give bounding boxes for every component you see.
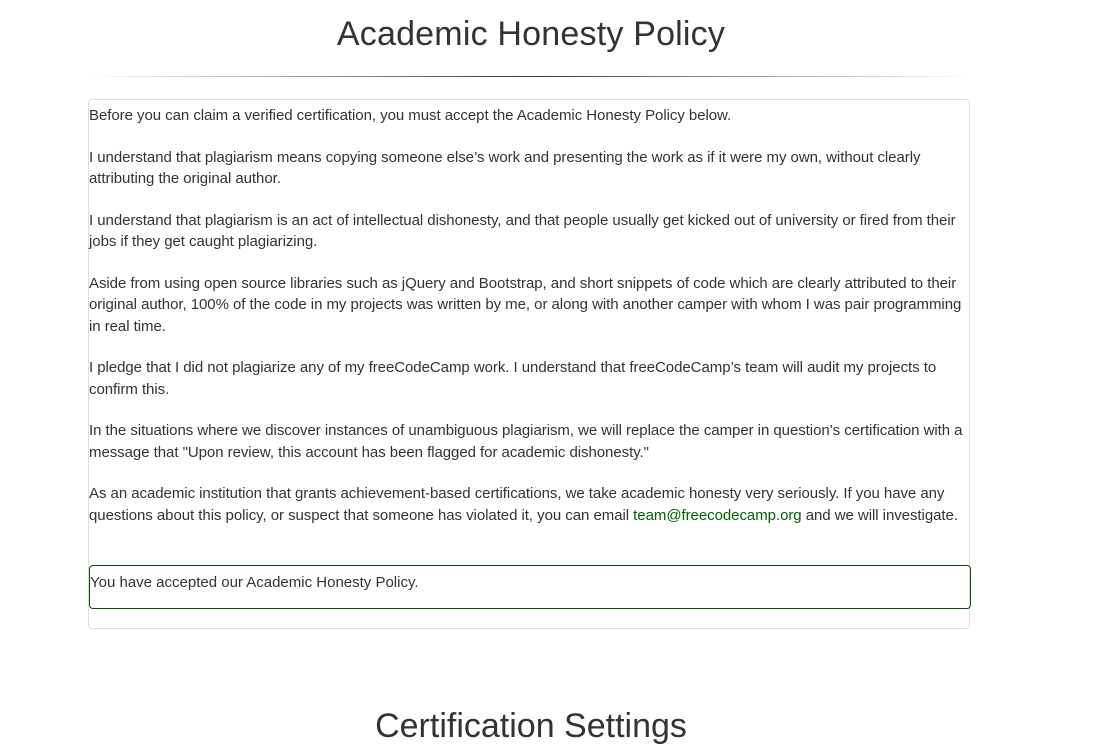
policy-paragraph-intro: Before you can claim a verified certification, you must accept the Academic Honesty Policy below. xyxy=(89,107,732,124)
policy-paragraph-consequences: In the situations where we discover instances of unambiguous plagiarism, we will replace the camper in question’s certification with a message that "Upon review, this account has been flagged for academic dishonesty." xyxy=(89,422,963,461)
policy-paragraph-dishonesty: I understand that plagiarism is an act of intellectual dishonesty, and that people usually get kicked out of university or fired from their jobs if they get caught plagiarizing. xyxy=(89,211,956,250)
accepted-policy-alert: You have accepted our Academic Honesty Policy. xyxy=(89,565,971,609)
academic-honesty-panel xyxy=(88,99,970,629)
contact-text-after: and we will investigate. xyxy=(801,506,958,524)
policy-paragraph-pledge: I pledge that I did not plagiarize any of my freeCodeCamp work. I understand that freeCodeCamp’s team will audit my projects to confirm this. xyxy=(89,359,937,398)
email-link[interactable]: team@freecodecamp.org xyxy=(633,506,802,524)
certification-settings-heading: Certification Settings xyxy=(375,707,687,745)
contact-text-before: As an academic institution that grants achievement-based certifications, we take academic honesty very seriously. If you have any questions about this policy, or suspect that someone has violated it, you can email xyxy=(89,485,945,524)
policy-body xyxy=(89,105,971,546)
page-title: Academic Honesty Policy xyxy=(336,15,726,53)
policy-paragraph-contact xyxy=(89,483,971,526)
title-divider xyxy=(88,76,972,77)
policy-paragraph-plagiarism-definition: I understand that plagiarism means copying someone else’s work and presenting the work as if it were my own, without clearly attributing the original author. xyxy=(89,148,921,187)
policy-paragraph-code-authorship: Aside from using open source libraries such as jQuery and Bootstrap, and short snippets of code which are clearly attributed to their original author, 100% of the code in my projects was written by me, or along with another camper with whom I was pair programming in real time. xyxy=(89,274,962,335)
